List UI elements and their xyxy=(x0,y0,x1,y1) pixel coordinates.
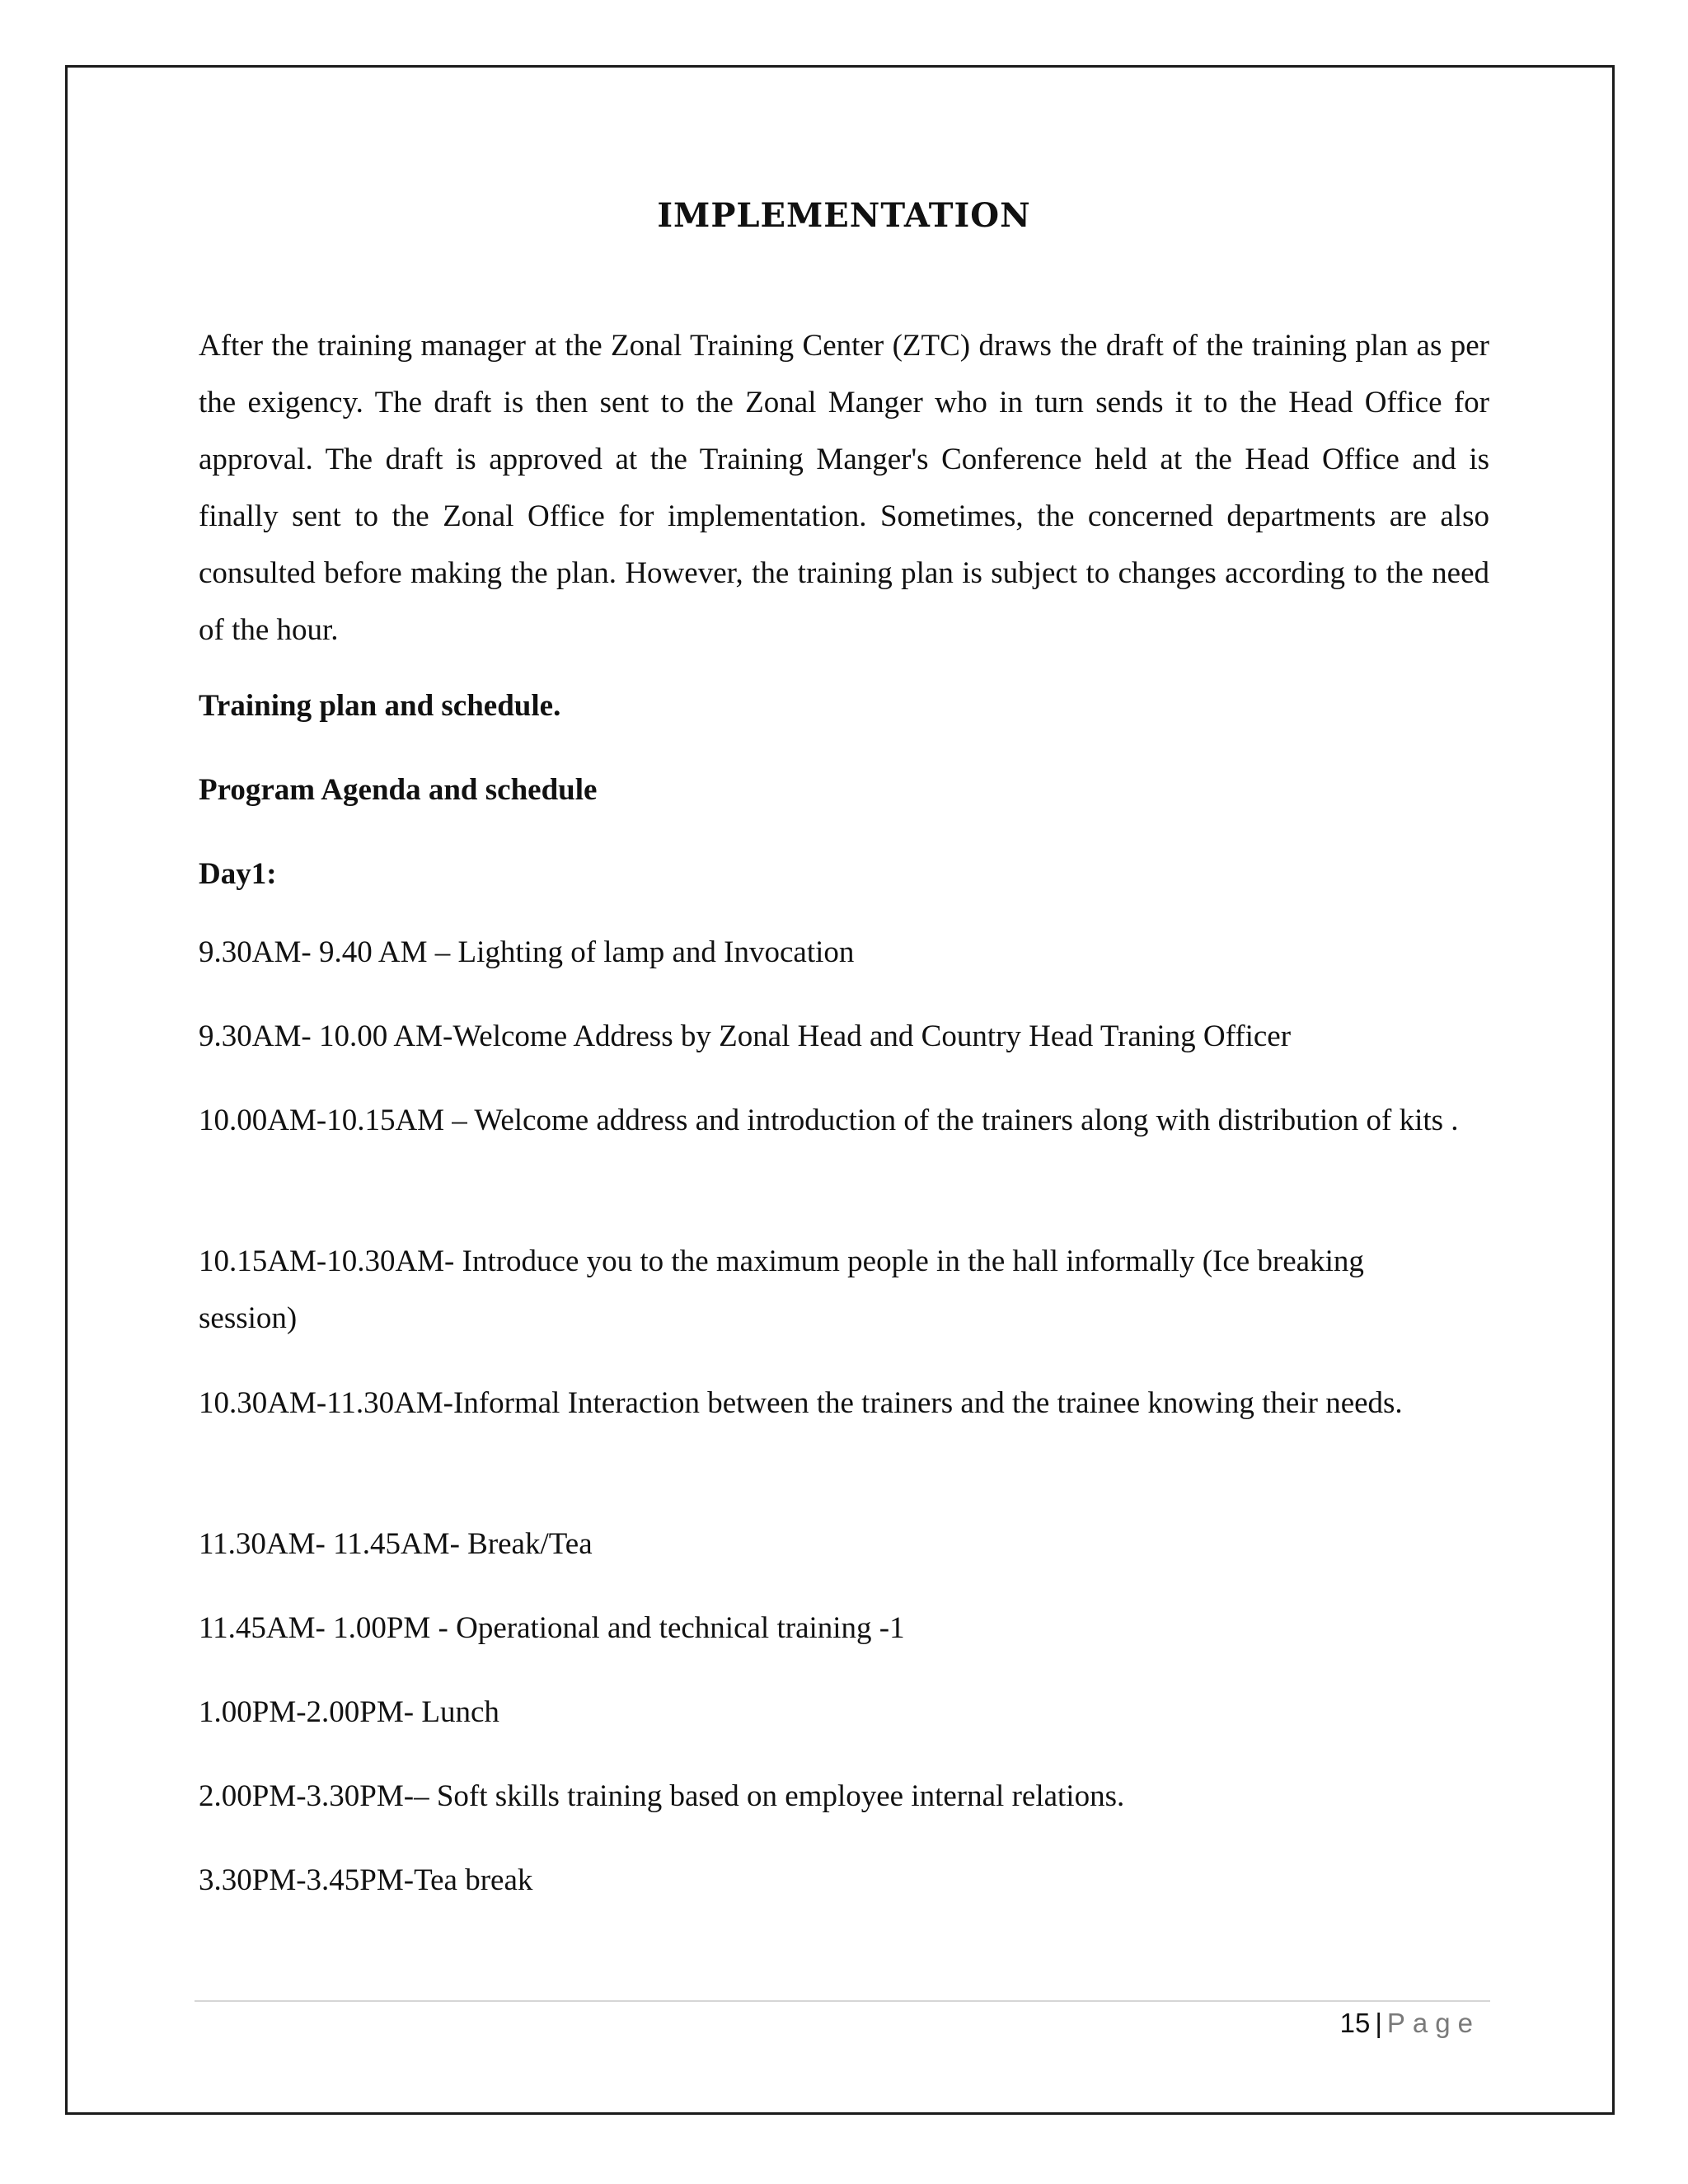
schedule-item: 1.00PM-2.00PM- Lunch xyxy=(199,1695,499,1729)
training-plan-heading: Training plan and schedule. xyxy=(199,689,561,723)
page-number: 15 xyxy=(1339,2008,1371,2038)
footer-separator: | xyxy=(1375,2008,1382,2038)
page-footer xyxy=(1340,2008,1480,2039)
schedule-item: 2.00PM-3.30PM-– Soft skills training based on employee internal relations. xyxy=(199,1779,1125,1813)
schedule-item: 11.30AM- 11.45AM- Break/Tea xyxy=(199,1527,593,1561)
schedule-item: 10.00AM-10.15AM – Welcome address and introduction of the trainers along with distribution of kits . xyxy=(199,1104,1459,1137)
schedule-item: 10.15AM-10.30AM- Introduce you to the maximum people in the hall informally (Ice breaking session) xyxy=(199,1244,1364,1335)
schedule-item: 3.30PM-3.45PM-Tea break xyxy=(199,1863,533,1897)
footer-divider xyxy=(195,2000,1490,2002)
page-label: Page xyxy=(1386,2008,1480,2038)
program-agenda-heading: Program Agenda and schedule xyxy=(199,773,598,807)
schedule-item: 10.30AM-11.30AM-Informal Interaction between the trainers and the trainee knowing their needs. xyxy=(199,1386,1403,1420)
schedule-item: 11.45AM- 1.00PM - Operational and technical training -1 xyxy=(199,1611,905,1645)
schedule-item: 9.30AM- 10.00 AM-Welcome Address by Zonal Head and Country Head Traning Officer xyxy=(199,1019,1292,1053)
day-heading: Day1: xyxy=(199,857,277,891)
schedule-item: 9.30AM- 9.40 AM – Lighting of lamp and Invocation xyxy=(199,935,855,969)
intro-paragraph: After the training manager at the Zonal Training Center (ZTC) draws the draft of the training plan as per the exigency. The draft is then sent to the Zonal Manger who in turn sends it to the Head Office for approval. The draft is approved at the Training Manger's Conference held at the Head Office and is finally sent to the Zonal Office for implementation. Sometimes, the concerned departments are also consulted before making the plan. However, the training plan is subject to changes according to the need of the hour. xyxy=(199,329,1489,647)
page-title: IMPLEMENTATION xyxy=(657,196,1031,235)
